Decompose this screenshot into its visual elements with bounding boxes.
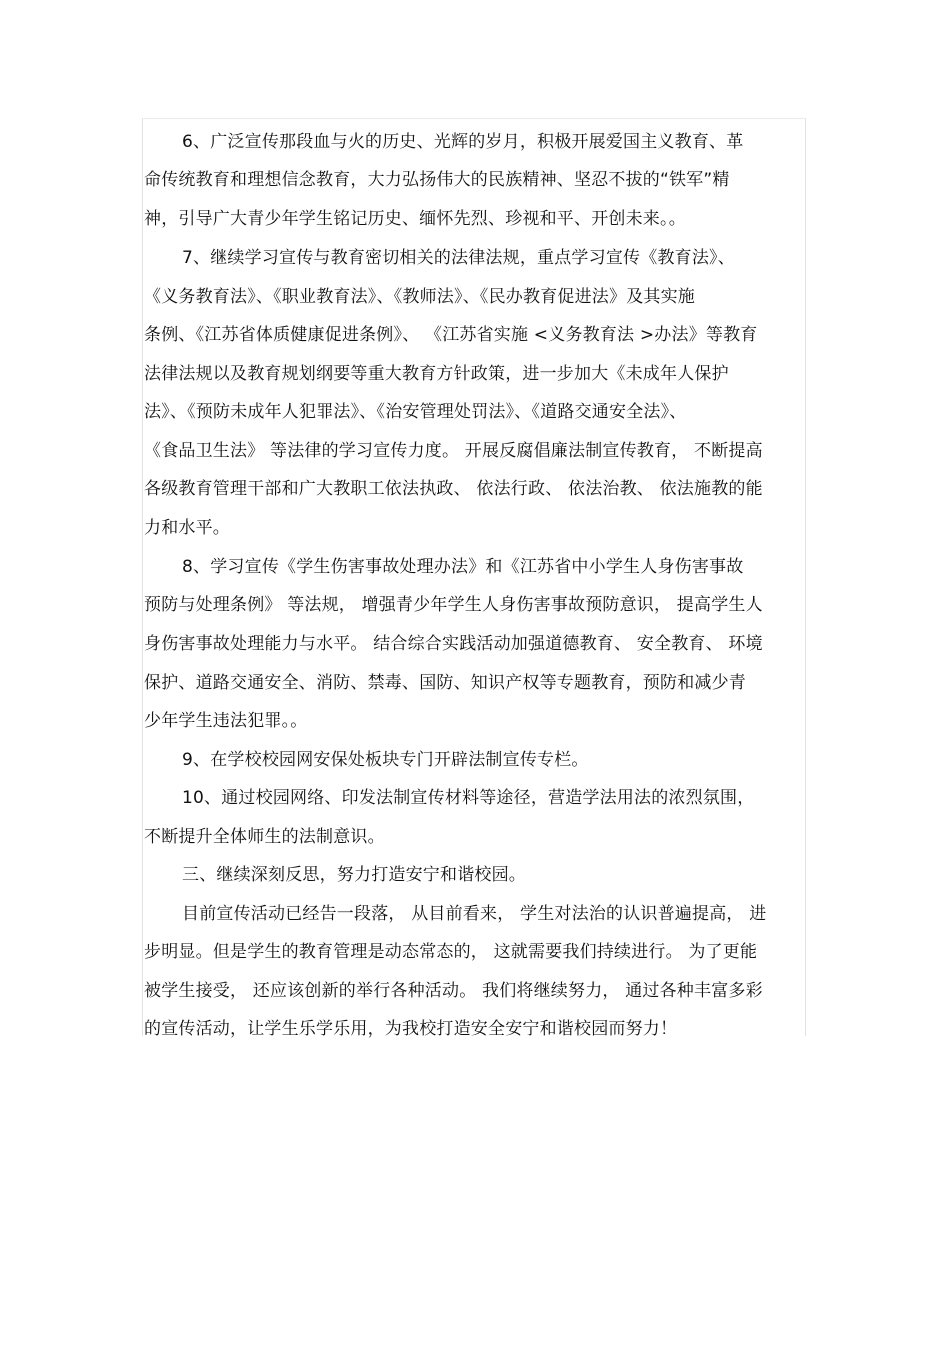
- text-line-4: 7、继续学习宣传与教育密切相关的法律法规，重点学习宣传《教育法》、: [182, 248, 735, 268]
- text-line-8: 法》、《预防未成年人犯罪法》、《治安管理处罚法》、《道路交通安全法》、: [144, 402, 687, 422]
- text-line-21: 目前宣传活动已经告一段落， 从目前看来， 学生对法治的认识普遍提高， 进: [182, 904, 767, 924]
- text-line-5: 《义务教育法》、《职业教育法》、《教师法》、《民办教育促进法》及其实施: [144, 287, 695, 307]
- text-line-9: 《食品卫生法》 等法律的学习宣传力度。 开展反腐倡廉法制宣传教育， 不断提高: [144, 441, 763, 461]
- text-line-16: 少年学生违法犯罪。。: [144, 711, 308, 731]
- text-line-24: 的宣传活动，让学生乐学乐用，为我校打造安全安宁和谐校园而努力！: [144, 1019, 678, 1039]
- text-line-3: 神，引导广大青少年学生铭记历史、缅怀先烈、珍视和平、开创未来。。: [144, 209, 686, 229]
- text-line-7: 法律法规以及教育规划纲要等重大教育方针政策，进一步加大《未成年人保护: [144, 364, 729, 384]
- text-line-11: 力和水平。: [144, 518, 230, 538]
- text-line-17: 9、在学校校园网安保处板块专门开辟法制宣传专栏。: [182, 750, 589, 770]
- text-line-13: 预防与处理条例》 等法规， 增强青少年学生人身伤害事故预防意识， 提高学生人: [144, 595, 763, 615]
- text-line-15: 保护、道路交通安全、消防、禁毒、国防、知识产权等专题教育，预防和减少青: [144, 673, 746, 693]
- text-line-18: 10、通过校园网络、印发法制宣传材料等途径，营造学法用法的浓烈氛围，: [182, 788, 755, 808]
- text-line-10: 各级教育管理干部和广大教职工依法执政、 依法行政、 依法治教、 依法施教的能: [144, 479, 763, 499]
- text-line-22: 步明显。但是学生的教育管理是动态常态的， 这就需要我们持续进行。 为了更能: [144, 942, 758, 962]
- text-line-19: 不断提升全体师生的法制意识。: [144, 827, 385, 847]
- text-line-12: 8、学习宣传《学生伤害事故处理办法》和《江苏省中小学生人身伤害事故: [182, 557, 744, 577]
- text-line-14: 身伤害事故处理能力与水平。 结合综合实践活动加强道德教育、 安全教育、 环境: [144, 634, 763, 654]
- text-line-6: 条例、《江苏省体质健康促进条例》、 《江苏省实施 <义务教育法 >办法》等教育: [144, 325, 758, 345]
- text-line-1: 6、广泛宣传那段血与火的历史、光辉的岁月，积极开展爱国主义教育、革: [182, 132, 744, 152]
- text-line-20: 三、继续深刻反思，努力打造安宁和谐校园。: [182, 865, 526, 885]
- text-line-2: 命传统教育和理想信念教育，大力弘扬伟大的民族精神、坚忍不拔的“铁军”精: [144, 170, 730, 190]
- text-line-23: 被学生接受， 还应该创新的举行各种活动。 我们将继续努力， 通过各种丰富多彩: [144, 981, 763, 1001]
